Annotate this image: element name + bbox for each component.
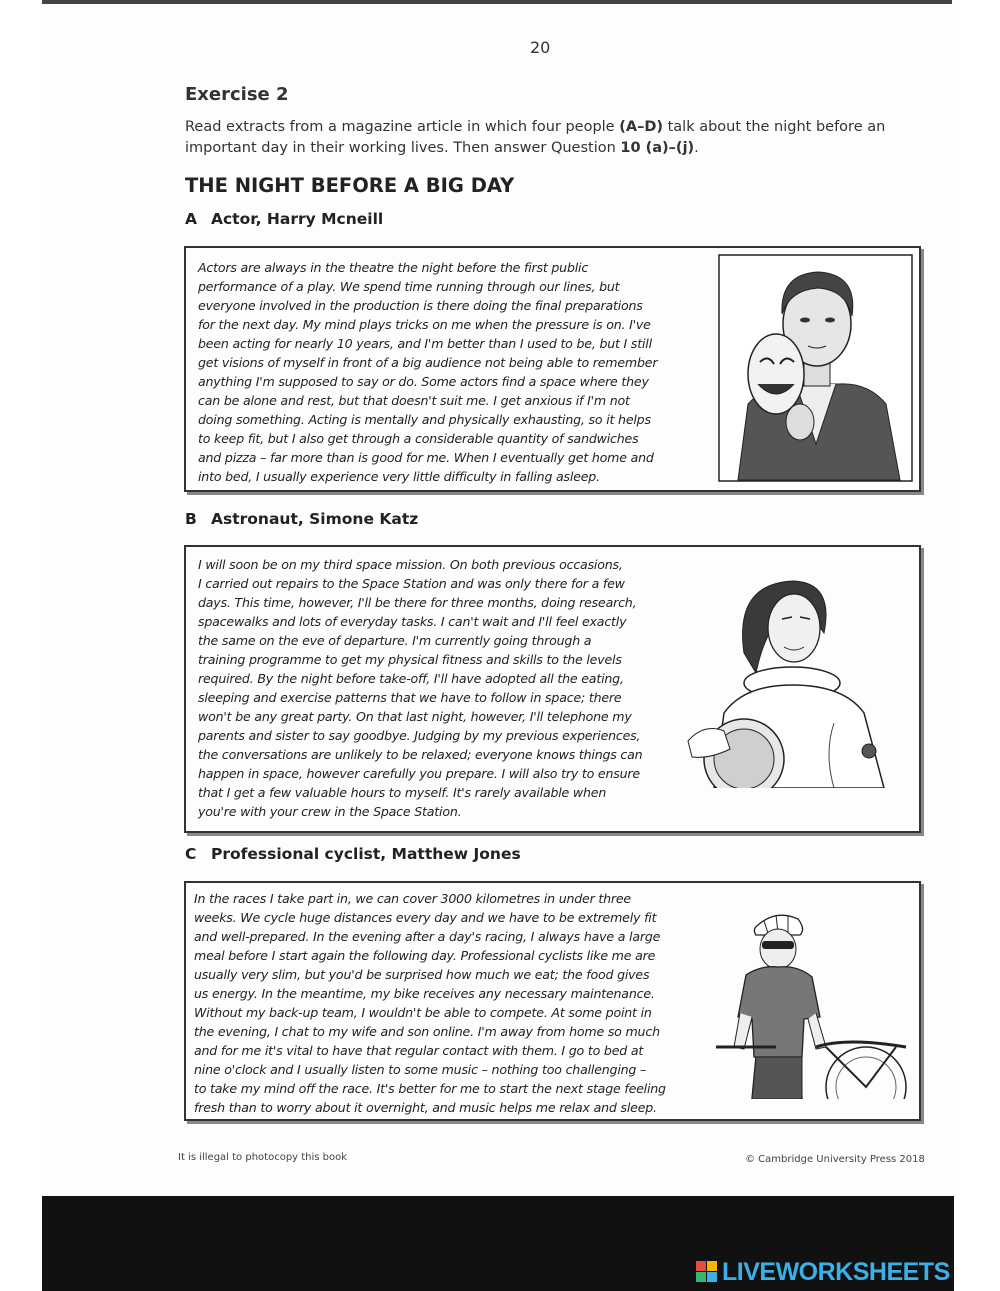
text-line: fresh than to worry about it overnight, and music helps me relax and sleep. [194,1100,657,1115]
text-line: for the next day. My mind plays tricks on me when the pressure is on. I've [198,317,651,332]
text-line: nine o'clock and I usually listen to some music – nothing too challenging – [194,1062,647,1077]
text-line: won't be any great party. On that last night, however, I'll telephone my [198,709,632,724]
text-line: into bed, I usually experience very little difficulty in falling asleep. [198,469,600,484]
section-b-box [184,545,921,833]
exercise-instructions: Read extracts from a magazine article in which four people (A–D) talk about the night before an important day in their working lives. Then answer Question 10 (a)–(j). [185,119,886,156]
exercise-title: Exercise 2 [185,84,289,105]
text-line: to take my mind off the race. It's better for me to start the next stage feeling [194,1081,666,1096]
text-line: I carried out repairs to the Space Station and was only there for a few [198,576,625,591]
text-line: happen in space, however carefully you prepare. I will also try to ensure [198,766,640,781]
text-line: sleeping and exercise patterns that we have to follow in space; there [198,690,622,705]
text-line: to keep fit, but I also get through a considerable quantity of sandwiches [198,431,639,446]
section-letter: C [185,845,197,863]
text-line: Without my back-up team, I wouldn't be able to compete. At some point in [194,1005,652,1020]
text-line: get visions of myself in front of a big audience not being able to remember [198,355,658,370]
section-c-box [184,881,921,1121]
section-c-text [194,889,714,1117]
text-line: the evening, I chat to my wife and son online. I'm away from home so much [194,1024,660,1039]
text-line: and pizza – far more than is good for me. When I eventually get home and [198,450,654,465]
section-letter: B [185,510,197,528]
text-line: us energy. In the meantime, my bike receives any necessary maintenance. [194,986,655,1001]
text-line: days. This time, however, I'll be there for three months, doing research, [198,595,637,610]
text-line: Actors are always in the theatre the night before the first public [198,260,589,275]
cyclist-illustration [716,907,911,1099]
footer-copyright-notice: It is illegal to photocopy this book [178,1152,348,1163]
text-line: training programme to get my physical fitness and skills to the levels [198,652,622,667]
section-b-heading [185,510,418,528]
page-number: 20 [530,38,551,57]
text-line: that I get a few valuable hours to myself. It's rarely available when [198,785,607,800]
section-b-text [198,555,698,821]
section-title: Actor, Harry Mcneill [211,210,384,228]
text-line: usually very slim, but you'd be surprised how much we eat; the food gives [194,967,650,982]
left-margin [0,0,42,1291]
section-a-text [198,258,718,486]
page-top-edge [42,0,952,4]
section-c-heading [185,845,521,863]
article-title: THE NIGHT BEFORE A BIG DAY [185,174,515,197]
text-line: and for me it's vital to have that regular contact with them. I go to bed at [194,1043,644,1058]
text-line: you're with your crew in the Space Station. [198,804,462,819]
liveworksheets-watermark[interactable]: LIVEWORKSHEETS [722,1258,950,1286]
right-margin [954,0,1000,1291]
text-line: parents and sister to say goodbye. Judging by my previous experiences, [198,728,641,743]
liveworksheets-logo-icon [696,1261,718,1283]
text-line: anything I'm supposed to say or do. Some actors find a space where they [198,374,649,389]
text-line: meal before I start again the following day. Professional cyclists like me are [194,948,656,963]
text-line: spacewalks and lots of everyday tasks. I can't wait and I'll feel exactly [198,614,627,629]
astronaut-illustration [684,573,906,788]
text-line: In the races I take part in, we can cover 3000 kilometres in under three [194,891,631,906]
text-line: required. By the night before take-off, I'll have adopted all the eating, [198,671,624,686]
text-line: performance of a play. We spend time running through our lines, but [198,279,620,294]
text-line: everyone involved in the production is there doing the final preparations [198,298,643,313]
actor-with-mask-illustration [718,254,913,482]
text-line: I will soon be on my third space mission. On both previous occasions, [198,557,623,572]
text-line: the conversations are unlikely to be relaxed; everyone knows things can [198,747,643,762]
text-line: the same on the eve of departure. I'm currently going through a [198,633,592,648]
footer-publisher: © Cambridge University Press 2018 [745,1154,925,1165]
section-title: Astronaut, Simone Katz [211,510,419,528]
text-line: been acting for nearly 10 years, and I'm better than I used to be, but I still [198,336,652,351]
text-line: can be alone and rest, but that doesn't suit me. I get anxious if I'm not [198,393,630,408]
text-line: weeks. We cycle huge distances every day and we have to be extremely fit [194,910,657,925]
section-letter: A [185,210,197,228]
section-a-box [184,246,921,492]
section-title: Professional cyclist, Matthew Jones [211,845,521,863]
section-a-heading [185,210,383,228]
text-line: doing something. Acting is mentally and physically exhausting, so it helps [198,412,651,427]
text-line: and well-prepared. In the evening after a day's racing, I always have a large [194,929,661,944]
